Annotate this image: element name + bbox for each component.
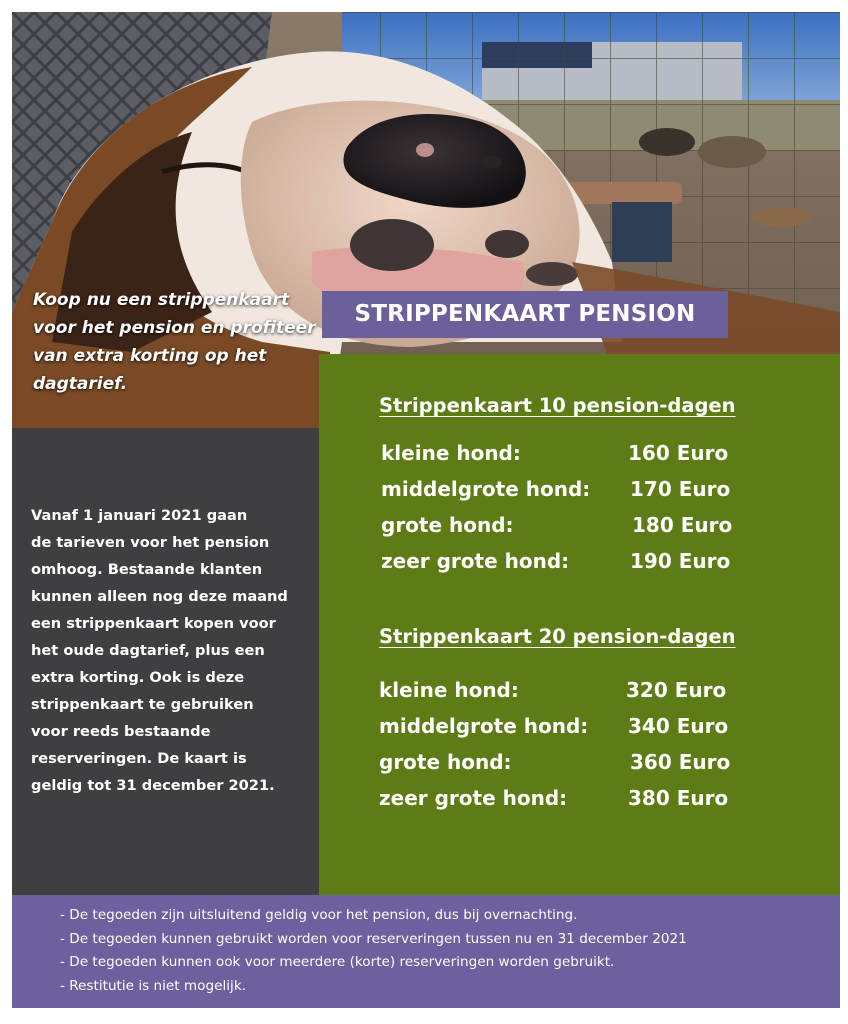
notes-list bbox=[60, 904, 687, 998]
notes-band bbox=[12, 895, 840, 1008]
dog-size-label: grote hond: bbox=[379, 750, 512, 774]
price-value: 340 Euro bbox=[628, 714, 729, 738]
dog-size-label: grote hond: bbox=[381, 513, 514, 537]
dog-size-label: kleine hond: bbox=[381, 441, 521, 465]
price-value: 190 Euro bbox=[630, 549, 731, 573]
price-value: 360 Euro bbox=[630, 750, 731, 774]
price-value: 170 Euro bbox=[630, 477, 731, 501]
dog-size-label: middelgrote hond: bbox=[381, 477, 591, 501]
intro-text: Koop nu een strippenkaart voor het pension en profiteer van extra korting op het dagtarief. bbox=[33, 290, 316, 394]
price-value: 320 Euro bbox=[626, 678, 727, 702]
page-title: STRIPPENKAART PENSION bbox=[322, 291, 728, 338]
note-item: - Restitutie is niet mogelijk. bbox=[60, 977, 247, 994]
info-paragraph: Vanaf 1 januari 2021 gaan de tarieven voor het pension omhoog. Bestaande klanten kunnen alleen nog deze maand een strippenkaart kopen voor het oude dagtarief, plus een extra korting. Ook is deze strippenkaart te gebruiken voor reeds bestaande reserveringen. De kaart is geldig tot 31 december 2021. bbox=[31, 507, 288, 794]
note-item: - De tegoeden zijn uitsluitend geldig voor het pension, dus bij overnachting. bbox=[60, 907, 578, 923]
dog-size-label: middelgrote hond: bbox=[379, 714, 589, 738]
price-value: 380 Euro bbox=[628, 786, 729, 810]
dog-size-label: kleine hond: bbox=[379, 678, 519, 702]
price-value: 180 Euro bbox=[632, 513, 733, 537]
note-item: - De tegoeden kunnen ook voor meerdere (korte) reserveringen worden gebruikt. bbox=[60, 954, 615, 970]
note-item: - De tegoeden kunnen gebruikt worden voor reserveringen tussen nu en 31 december 2021 bbox=[60, 930, 687, 947]
card-10-title: Strippenkaart 10 pension-dagen bbox=[379, 394, 736, 417]
dog-size-label: zeer grote hond: bbox=[379, 786, 568, 810]
dog-size-label: zeer grote hond: bbox=[381, 549, 570, 573]
price-value: 160 Euro bbox=[628, 441, 729, 465]
card-20-title: Strippenkaart 20 pension-dagen bbox=[379, 625, 736, 648]
